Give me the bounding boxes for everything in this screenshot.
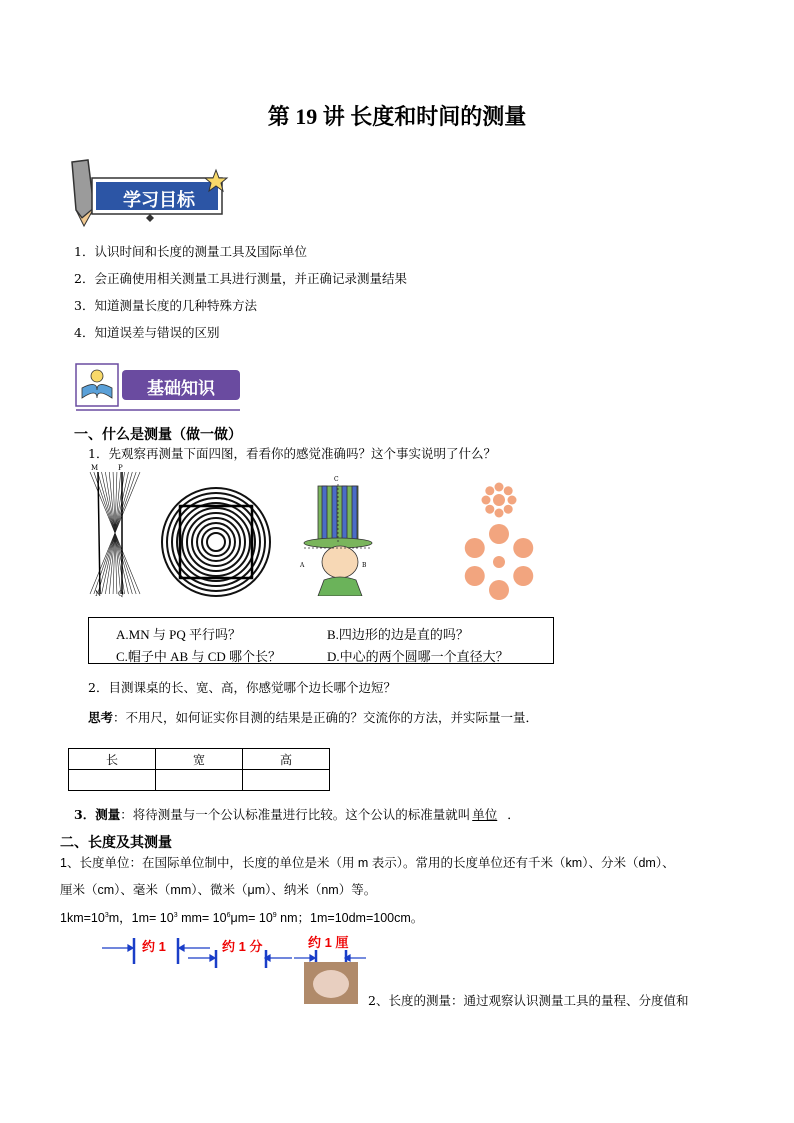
conv-text: mm= 10 — [177, 911, 227, 926]
conv-text: 1km=10 — [60, 911, 105, 926]
table-header-width: 宽 — [156, 749, 243, 770]
learning-objectives-label: 学习目标 — [123, 190, 195, 210]
conv-text: nm；1m=10dm=100cm。 — [276, 911, 424, 926]
table-cell-length — [69, 770, 156, 791]
learning-objectives-banner — [66, 156, 236, 228]
conv-exp: 3 — [173, 912, 178, 919]
length-scale-figure — [98, 930, 368, 1006]
section-heading: 二、长度及其测量 — [60, 835, 172, 851]
label-C: C — [334, 476, 339, 483]
about-1-fen-label: 约 1 分 — [222, 939, 263, 954]
question-3 — [74, 807, 520, 823]
objective-item: 3．知道测量长度的几种特殊方法 — [74, 298, 257, 313]
square-circles-illusion — [160, 486, 272, 598]
table-cell-width — [156, 770, 243, 791]
table-header-length: 长 — [69, 749, 156, 770]
length-unit-paragraph: 1、长度单位：在国际单位制中，长度的单位是米（用 m 表示）。常用的长度单位还有千米（km）、分米（dm）、 — [60, 856, 675, 870]
question-a: A.MN 与 PQ 平行吗？ — [116, 627, 241, 642]
desk-measure-table — [68, 748, 330, 791]
period: ． — [507, 807, 520, 822]
basic-knowledge-label: 基础知识 — [147, 379, 215, 398]
section-heading: 一、什么是测量（做一做） — [74, 427, 242, 443]
objective-item: 2．会正确使用相关测量工具进行测量，并正确记录测量结果 — [74, 271, 407, 286]
objective-item: 1．认识时间和长度的测量工具及国际单位 — [74, 244, 307, 259]
question-d: D.中心的两个圆哪一个直径大？ — [327, 649, 509, 664]
label-P: P — [118, 464, 123, 472]
length-unit-paragraph: 厘米（cm）、毫米（mm）、微米（μm）、纳米（nm）等。 — [60, 883, 377, 897]
conv-exp: 9 — [272, 912, 277, 919]
about-1-label: 约 1 — [142, 939, 166, 954]
label-M: M — [91, 464, 99, 472]
question-c: C.帽子中 AB 与 CD 哪个长？ — [116, 649, 282, 664]
think-text: ：不用尺，如何证实你目测的结果是正确的？交流你的方法，并实际量一量． — [113, 710, 539, 725]
table-cell-height — [243, 770, 330, 791]
label-N: N — [95, 590, 102, 598]
conv-exp: 3 — [104, 912, 109, 919]
parallel-lines-illusion — [86, 464, 146, 602]
conv-exp: 6 — [226, 912, 231, 919]
question-1: 1．先观察再测量下面四图，看看你的感觉准确吗？这个事实说明了什么？ — [88, 446, 496, 461]
question-2: 2．目测课桌的长、宽、高，你感觉哪个边长哪个边短？ — [88, 680, 396, 695]
question-b: B.四边形的边是直的吗？ — [327, 627, 469, 642]
page-title: 第 19 讲 长度和时间的测量 — [267, 104, 527, 129]
think-label: 思考 — [88, 710, 114, 725]
label-A: A — [300, 562, 305, 569]
about-1-li-label: 约 1 厘 — [308, 935, 349, 950]
conv-text: m，1m= 10 — [108, 911, 174, 926]
unit-conversion — [60, 908, 423, 926]
hat-boy-figure — [296, 476, 386, 596]
label-B: B — [362, 562, 367, 569]
measure-label: 3．测量 — [74, 807, 121, 822]
unit-answer: 单位 — [472, 807, 498, 822]
think-paragraph — [88, 710, 538, 726]
conv-text: μm= 10 — [230, 911, 273, 926]
table-header-height: 高 — [243, 749, 330, 770]
label-Q: Q — [118, 590, 124, 598]
circle-size-illusion — [456, 478, 542, 600]
length-measure-paragraph: 2、长度的测量：通过观察认识测量工具的量程、分度值和 — [368, 993, 689, 1008]
objective-item: 4．知道误差与错误的区别 — [74, 325, 220, 340]
illusion-questions-box — [88, 617, 554, 664]
measure-definition: ：将待测量与一个公认标准量进行比较。这个公认的标准量就叫 — [120, 807, 471, 822]
basic-knowledge-banner — [70, 360, 242, 416]
